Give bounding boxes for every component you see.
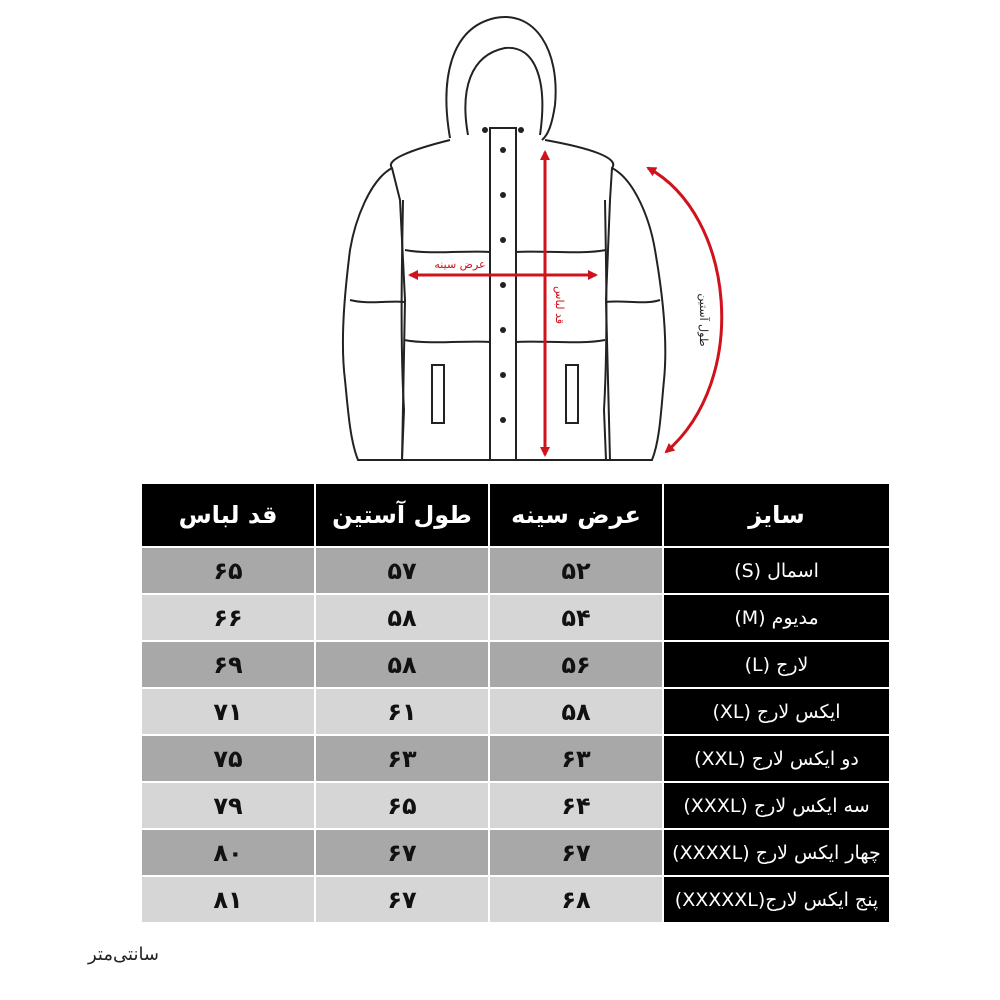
cell-sleeve: ۶۱ [316,689,488,734]
header-size: سایز [664,484,889,546]
sleeve-length-label: طول آستین [697,293,710,347]
table-row [142,877,889,922]
jacket-illustration [0,0,1000,480]
cell-sleeve: ۵۸ [316,595,488,640]
length-label: قد لباس [553,286,566,324]
cell-size: دو ایکس لارج (XXL) [664,736,889,781]
cell-chest: ۵۲ [490,548,662,593]
cell-size: اسمال (S) [664,548,889,593]
cell-length: ۷۱ [142,689,314,734]
chest-width-label: عرض سینه [434,258,486,271]
cell-sleeve: ۶۳ [316,736,488,781]
table-row [142,736,889,781]
cell-chest: ۶۷ [490,830,662,875]
cell-chest: ۵۴ [490,595,662,640]
header-chest: عرض سینه [490,484,662,546]
table-row [142,548,889,593]
header-sleeve: طول آستین [316,484,488,546]
table-row [142,689,889,734]
cell-length: ۷۵ [142,736,314,781]
cell-length: ۸۰ [142,830,314,875]
cell-size: چهار ایکس لارج (XXXXL) [664,830,889,875]
size-table [140,482,891,924]
cell-length: ۸۱ [142,877,314,922]
cell-length: ۶۹ [142,642,314,687]
cell-chest: ۶۸ [490,877,662,922]
table-row [142,830,889,875]
cell-chest: ۵۸ [490,689,662,734]
table-header-row [142,484,889,546]
unit-note: سانتی‌متر [88,944,160,965]
cell-sleeve: ۶۵ [316,783,488,828]
table-row [142,783,889,828]
cell-sleeve: ۶۷ [316,830,488,875]
cell-size: ایکس لارج (XL) [664,689,889,734]
table-row [142,595,889,640]
cell-length: ۶۵ [142,548,314,593]
cell-chest: ۶۴ [490,783,662,828]
cell-sleeve: ۶۷ [316,877,488,922]
cell-size: مدیوم (M) [664,595,889,640]
cell-chest: ۵۶ [490,642,662,687]
cell-size: سه ایکس لارج (XXXL) [664,783,889,828]
cell-length: ۶۶ [142,595,314,640]
cell-sleeve: ۵۸ [316,642,488,687]
cell-chest: ۶۳ [490,736,662,781]
header-length: قد لباس [142,484,314,546]
cell-sleeve: ۵۷ [316,548,488,593]
table-row [142,642,889,687]
cell-length: ۷۹ [142,783,314,828]
cell-size: پنج ایکس لارج(XXXXXL) [664,877,889,922]
cell-size: لارج (L) [664,642,889,687]
